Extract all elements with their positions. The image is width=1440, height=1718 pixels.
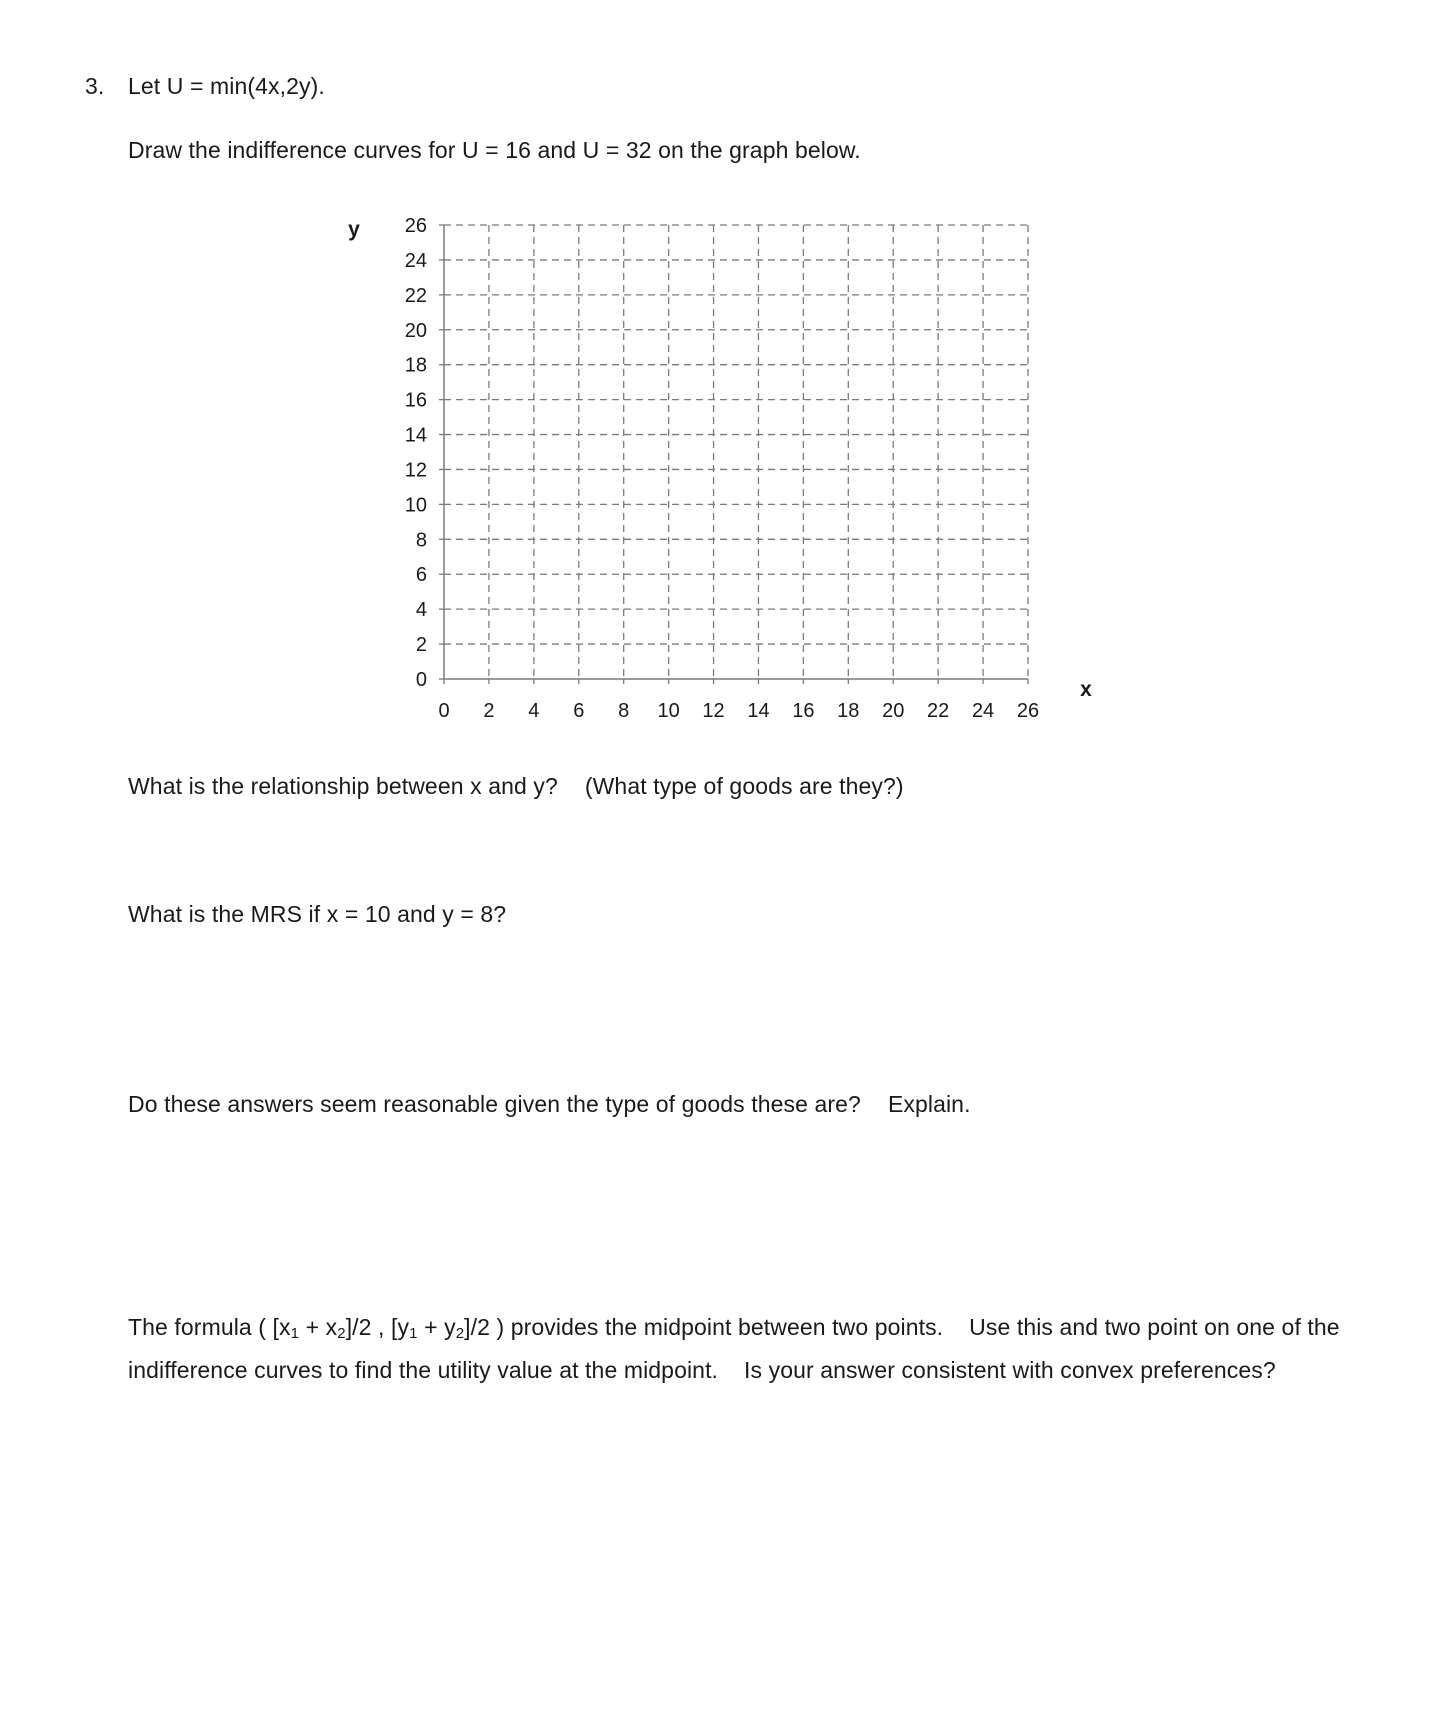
y-tick-label: 24 — [404, 249, 427, 272]
reasonable-text: Do these answers seem reasonable given the type of goods these are? — [128, 1091, 861, 1117]
x-tick-label: 18 — [837, 700, 860, 722]
chart-grid — [444, 225, 1028, 679]
x-tick-label: 14 — [747, 700, 770, 722]
y-tick-label: 22 — [404, 284, 427, 307]
x-tick-label: 8 — [618, 700, 630, 722]
mrs-question: What is the MRS if x = 10 and y = 8? — [128, 901, 507, 927]
x-tick-label: 26 — [1016, 700, 1040, 722]
y-tick-label: 14 — [404, 424, 427, 447]
relationship-text: What is the relationship between x and y? — [128, 773, 558, 799]
x-tick-label: 0 — [438, 700, 450, 722]
x-tick-label: 6 — [573, 700, 585, 722]
x-tick-label: 22 — [927, 700, 950, 722]
y-tick-label: 20 — [404, 319, 427, 342]
x-tick-label: 12 — [702, 700, 725, 722]
y-tick-label: 4 — [415, 599, 427, 622]
midpoint-a: The formula ( [x — [128, 1314, 291, 1340]
sub-2: 2 — [337, 1325, 346, 1342]
explain-text: Explain. — [887, 1091, 971, 1117]
sub-3: 1 — [409, 1325, 418, 1342]
sub-4: 2 — [455, 1325, 465, 1342]
x-tick-label: 4 — [528, 700, 540, 722]
y-tick-label: 16 — [404, 389, 427, 412]
midpoint-question — [128, 1309, 1368, 1389]
x-axis-label: x — [1080, 678, 1092, 701]
indifference-curve-graph[interactable] — [0, 0, 1440, 760]
y-tick-label: 6 — [415, 564, 427, 587]
question-instruction: Draw the indifference curves for U = 16 and U = 32 on the graph below. — [128, 137, 861, 163]
x-tick-label: 2 — [483, 700, 495, 722]
y-axis-label: y — [348, 218, 360, 241]
x-tick-label: 10 — [657, 700, 680, 722]
y-tick-label: 10 — [404, 494, 427, 517]
reasonable-question — [128, 1091, 971, 1118]
x-tick-label: 24 — [971, 700, 995, 722]
y-tick-label: 18 — [404, 354, 427, 377]
midpoint-e: ]/2 ) provides the midpoint between two points. Use this and two point on one of the indifference curves to find the utility value at the midpoint. Is your answer consistent with convex preferences? — [128, 1314, 1340, 1383]
y-tick-label: 2 — [415, 634, 427, 657]
x-tick-label: 16 — [792, 700, 815, 722]
chart-axes — [439, 225, 1028, 684]
midpoint-c: ]/2 , [y — [345, 1314, 410, 1340]
relationship-question — [128, 773, 904, 800]
midpoint-b: + x — [299, 1314, 338, 1340]
y-tick-label: 12 — [404, 459, 427, 482]
chart-tick-labels — [405, 215, 1039, 722]
goods-type-text: (What type of goods are they?) — [584, 773, 904, 799]
question-title: Let U = min(4x,2y). — [128, 73, 325, 99]
sub-1: 1 — [290, 1325, 300, 1342]
midpoint-d: + y — [417, 1314, 456, 1340]
y-tick-label: 8 — [415, 529, 427, 552]
x-tick-label: 20 — [882, 700, 905, 722]
y-tick-label: 0 — [415, 669, 427, 691]
question-number: 3. — [85, 73, 105, 99]
y-tick-label: 26 — [404, 215, 427, 237]
